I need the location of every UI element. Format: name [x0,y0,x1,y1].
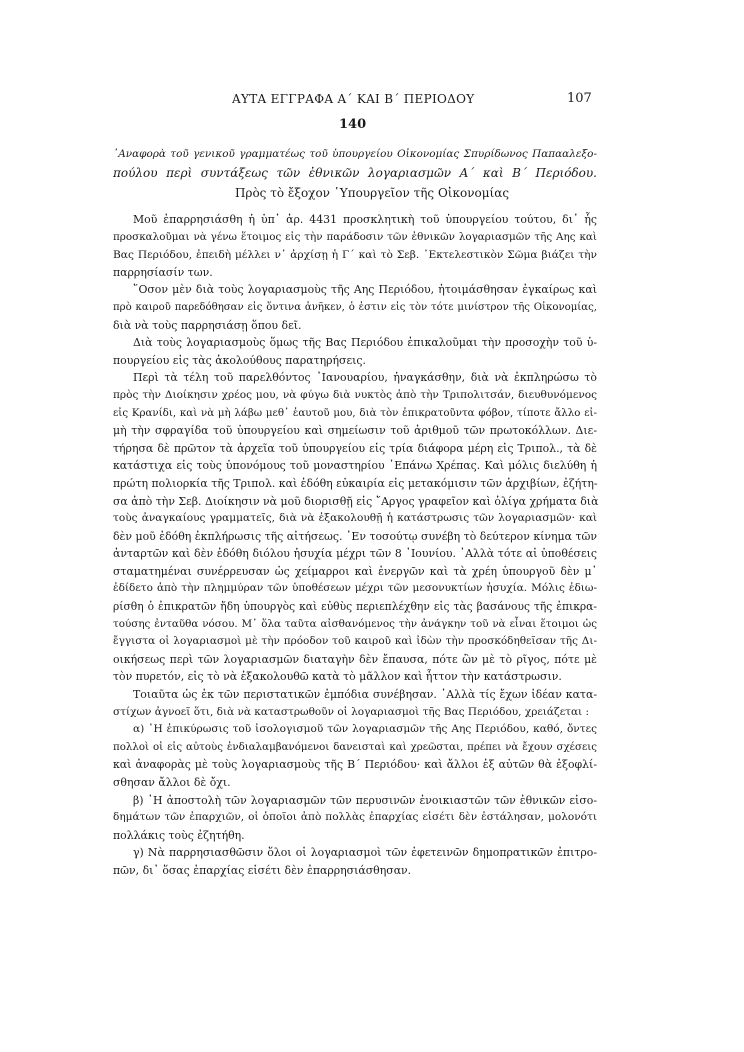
text-line: δημάτων τῶν ἐπαρχιῶν, οἱ ὁποῖοι ἀπὸ πολλὰς ἐπαρχίας εἰσέτι δὲν ἐστάλησαν, μολονότι [113,811,597,824]
text-line: πουργείου εἰς τὰς ἀκολούθους παρατηρήσεις. [113,353,366,367]
text-line: μὴ τὴν σφραγίδα τοῦ ὑπουργείου καὶ σημείωσιν τοῦ ἀριθμοῦ τῶν πρωτοκόλλων. Διε- [113,424,597,438]
text-line: γ) Νὰ παρρησιασθῶσιν ὅλοι οἱ λογαριασμοὶ τῶν ἐφετεινῶν δημοπρατικῶν ἐπιτρο- [133,846,597,860]
text-line: σταματημέναι συνέρρευσαν ὡς χείμαρροι καὶ ἐνεργῶν καὶ τὰ χρέη ὑπουργοῦ δὲν μ᾿ [113,564,597,578]
title-line: πούλου περὶ συντάξεως τῶν ἐθνικῶν λογαριασμῶν Α΄ καὶ Β΄ Περιόδου. [113,166,597,180]
paragraph [113,281,597,334]
text-line: ἐδίδετο ἀπὸ τὴν πλημμύραν τῶν ὑποθέσεων μέχρι τῶν μεσονυκτίων ἡσυχία. Μόλις ἐδιω- [113,582,597,595]
text-line: καὶ ἀναφορὰς μὲ τοὺς λογαριασμοὺς τῆς Β΄ Περιόδου· καὶ ἄλλοι ἐξ αὐτῶν θὰ ἐξοφλί- [113,758,597,772]
text-line: πῶν, δι᾿ ὅσας ἐπαρχίας εἰσέτι δὲν ἐπαρρησιάσθησαν. [113,863,412,877]
text-line: ῞Οσον μὲν διὰ τοὺς λογαριασμοὺς τῆς Αης Περιόδου, ἡτοιμάσθησαν ἐγκαίρως καὶ [133,283,597,297]
text-line: Τοιαῦτα ὡς ἐκ τῶν περιστατικῶν ἐμπόδια συνέβησαν. ᾿Αλλὰ τίς ἔχων ἰδέαν κατα- [133,688,597,702]
text-line: οικήσεως περὶ τῶν λογαριασμῶν διαταγὴν δὲν ἔπαυσα, πότε ὢν μὲ τὸ ρῖγος, πότε μὲ [113,652,597,666]
text-line: παρρησίασίν των. [113,265,213,279]
text-line: στίχων ἀγνοεῖ ὅτι, διὰ νὰ καταστρωθοῦν οἱ λογαριασμοὶ τῆς Βας Περιόδου, χρειάζεται : [113,705,590,718]
paragraph [113,211,597,281]
text-line: προσκαλοῦμαι νὰ γένω ἕτοιμος εἰς τὴν παράδοσιν τῶν ἐθνικῶν λογαριασμῶν τῆς Αης καὶ [113,230,597,243]
page-number: 107 [567,91,592,106]
text-line: διὰ νὰ τοὺς παρρησιάσῃ ὅπου δεῖ. [113,318,302,332]
text-line: ρίσθη ὁ ἐπικρατῶν ἤδη ὑπουργὸς καὶ εὐθὺς περιεπλέχθην εἰς τὰς βασάνους τῆς ἐπικρα- [113,600,597,614]
text-line: Διὰ τοὺς λογαριασμοὺς ὅμως τῆς Βας Περιόδου ἐπικαλοῦμαι τὴν προσοχὴν τοῦ ὑ- [133,336,597,350]
text-line: ἀνταρτῶν καὶ δὲν ἐδόθη διόλου ἡσυχία μέχρι τῶν 8 ᾿Ιουνίου. ᾿Αλλὰ τότε αἱ ὑποθέσεις [113,547,597,561]
paragraph [113,844,597,879]
paragraph [113,334,597,369]
text-line: Μοῦ ἐπαρρησιάσθη ἡ ὑπ᾿ ἀρ. 4431 προσκλητικὴ τοῦ ὑπουργείου τούτου, δι᾿ ἧς [133,213,597,226]
paragraph [113,721,597,791]
text-line: εἰς Κρανίδι, καὶ νὰ μὴ λάβω μεθ᾿ ἑαυτοῦ μου, διὰ τὸν ἐπικρατοῦντα φόβον, τίποτε ἄλλο εἰ- [113,406,597,419]
paragraph [113,686,597,721]
document-body [113,211,597,880]
text-line: σα ἀπὸ τὴν Σεβ. Διοίκησιν νὰ μοῦ διορισθῇ εἰς ῎Αργος γραφεῖον καὶ ὀλίγα χρήματα διὰ [113,494,599,508]
text-line: πολλοὶ οἱ εἰς αὐτοὺς ἐνδιαλαμβανόμενοι δανεισταὶ καὶ χρεῶσται, πρέπει νὰ ἔχουν σχέσεις [113,740,597,753]
paragraph [113,369,597,686]
text-line: Περὶ τὰ τέλη τοῦ παρελθόντος ᾿Ιανουαρίου, ἠναγκάσθην, διὰ νὰ ἐκπληρώσω τὸ [133,371,597,385]
running-header: ΑΥΤΑ ΕΓΓΡΑΦΑ Α΄ ΚΑΙ Β΄ ΠΕΡΙΟΔΟΥ [232,92,475,106]
document-number: 140 [339,117,367,132]
text-line: πρὸ καιροῦ παρεδόθησαν εἰς ὅντινα ἀνῆκεν, ὁ ἐστιν εἰς τὸν τότε μινίστρον τῆς Οἰκονομίας, [113,301,597,313]
title-line: ᾿Αναφορὰ τοῦ γενικοῦ γραμματέως τοῦ ὑπουργείου Οἰκονομίας Σπυρίδωνος Παπααλεξο- [113,148,597,160]
text-line: τούσης ἐνταῦθα νόσου. Μ᾿ ὅλα ταῦτα αἰσθανόμενος τὴν ἀνάγκην τοῦ νὰ εἶναι ἕτοιμοι ὡς [113,617,597,630]
addressee: Πρὸς τὸ ἔξοχον ῾Υπουργεῖον τῆς Οἰκονομίας [234,186,510,200]
text-line: ἔγγιστα οἱ λογαριασμοὶ μὲ τὴν πρόοδον τοῦ καιροῦ καὶ ἰδὼν τὴν προσκόδηθεῖσαν τῆς Δι- [113,635,597,648]
text-line: Βας Περιόδου, ἐπειδὴ μέλλει ν᾿ ἀρχίσῃ ἡ Γ΄ καὶ τὸ Σεβ. ᾿Εκτελεστικὸν Σῶμα βιάζει τὴν [113,248,597,262]
document-title [113,145,597,183]
text-line: δὲν μοῦ ἐδόθη ἐκπλήρωσις τῆς αἰτήσεως. ᾿Εν τοσούτῳ συνέβη τὸ δεύτερον κίνημα τῶν [113,529,597,543]
text-line: κατάστιχα εἰς τοὺς ὑπονόμους τοῦ μοναστηρίου ᾿Επάνω Χρέπας. Καὶ μόλις διελύθη ἡ [113,459,597,473]
text-line: τοὺς ἀναγκαίους γραμματεῖς, διὰ νὰ ἐξακολουθῇ ἡ κατάστρωσις τῶν λογαριασμῶν· καὶ [113,512,597,525]
text-line: πρὸς τὴν Διοίκησιν χρέος μου, νὰ φύγω διὰ νυκτὸς ἀπὸ τὴν Τριπολιτσάν, διευθυνόμενος [113,388,597,401]
text-line: α) ῾Η ἐπικύρωσις τοῦ ἰσολογισμοῦ τῶν λογαριασμῶν τῆς Αης Περιόδου, καθό, ὄντες [133,723,597,736]
text-line: σθησαν ἄλλοι δὲ ὄχι. [113,776,231,789]
paragraph [113,792,597,845]
text-line: πρώτη πολιορκία τῆς Τριπολ. καὶ ἐδόθη εὐκαιρία εἰς μετακόμισιν τῶν ἀρχιβίων, ἐζήτη- [113,476,598,490]
text-line: τήρησα δὲ πρῶτον τὰ ἀρχεῖα τοῦ ὑπουργείου εἰς τρία διάφορα μέρη εἰς Τριπολ., τὰ δὲ [113,441,597,455]
text-line: πολλάκις τοὺς ἐζητήθη. [113,828,245,842]
text-line: β) ῾Η ἀποστολὴ τῶν λογαριασμῶν τῶν περυσινῶν ἐνοικιαστῶν τῶν ἐθνικῶν εἰσο- [133,793,597,807]
text-line: τὸν πυρετόν, εἰς τὸ νὰ ἐξακολουθῶ κατὰ τὸ μᾶλλον καὶ ἧττον τὴν κατάστρωσιν. [113,670,562,684]
